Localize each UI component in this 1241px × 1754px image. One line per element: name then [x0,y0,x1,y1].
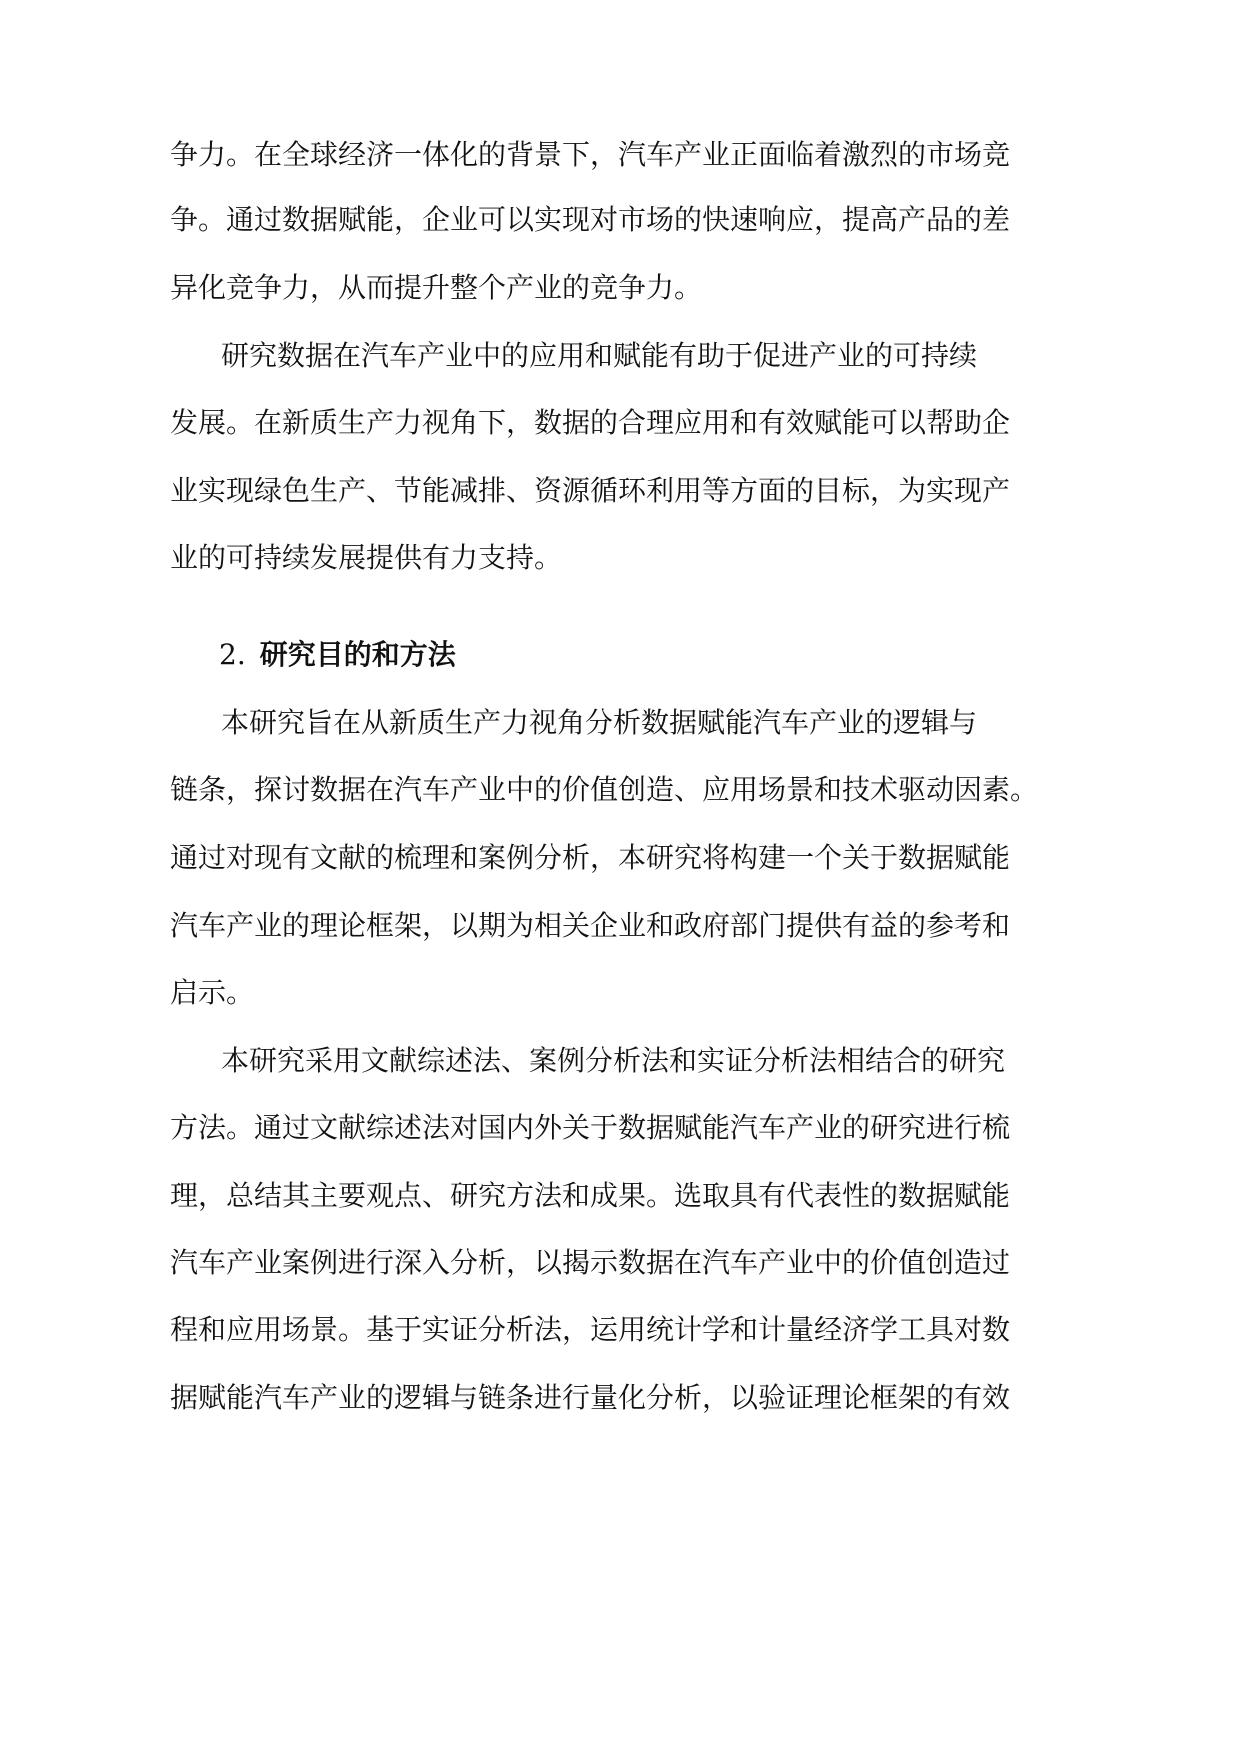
paragraph-4-line-4: 汽车产业案例进行深入分析，以揭示数据在汽车产业中的价值创造过 [170,1246,1011,1279]
paragraph-1-line-3: 异化竞争力，从而提升整个产业的竞争力。 [170,271,703,304]
paragraph-3-line-1: 本研究旨在从新质生产力视角分析数据赋能汽车产业的逻辑与 [221,706,978,739]
paragraph-3-line-2: 链条，探讨数据在汽车产业中的价值创造、应用场景和技术驱动因素。 [170,773,1039,806]
paragraph-4-line-1: 本研究采用文献综述法、案例分析法和实证分析法相结合的研究 [221,1044,1006,1077]
paragraph-4-line-6: 据赋能汽车产业的逻辑与链条进行量化分析，以验证理论框架的有效 [170,1381,1011,1414]
paragraph-2-line-4: 业的可持续发展提供有力支持。 [170,541,563,574]
section-heading [219,625,456,685]
paragraph-2-line-1: 研究数据在汽车产业中的应用和赋能有助于促进产业的可持续 [221,339,978,372]
paragraph-4-line-5: 程和应用场景。基于实证分析法，运用统计学和计量经济学工具对数 [170,1313,1011,1346]
section-number: 2. [219,638,246,671]
paragraph-4-line-3: 理，总结其主要观点、研究方法和成果。选取具有代表性的数据赋能 [170,1179,1011,1212]
paragraph-2-line-2: 发展。在新质生产力视角下，数据的合理应用和有效赋能可以帮助企 [170,406,1011,439]
paragraph-1-line-2: 争。通过数据赋能，企业可以实现对市场的快速响应，提高产品的差 [170,203,1011,236]
paragraph-3-line-3: 通过对现有文献的梳理和案例分析，本研究将构建一个关于数据赋能 [170,841,1011,874]
section-title: 研究目的和方法 [259,638,456,671]
paragraph-3-line-5: 启示。 [170,976,255,1009]
paragraph-3-line-4: 汽车产业的理论框架，以期为相关企业和政府部门提供有益的参考和 [170,909,1011,942]
paragraph-1-line-1: 争力。在全球经济一体化的背景下，汽车产业正面临着激烈的市场竞 [170,138,1011,171]
paragraph-2-line-3: 业实现绿色生产、节能减排、资源循环利用等方面的目标，为实现产 [170,474,1011,507]
paragraph-4-line-2: 方法。通过文献综述法对国内外关于数据赋能汽车产业的研究进行梳 [170,1111,1011,1144]
